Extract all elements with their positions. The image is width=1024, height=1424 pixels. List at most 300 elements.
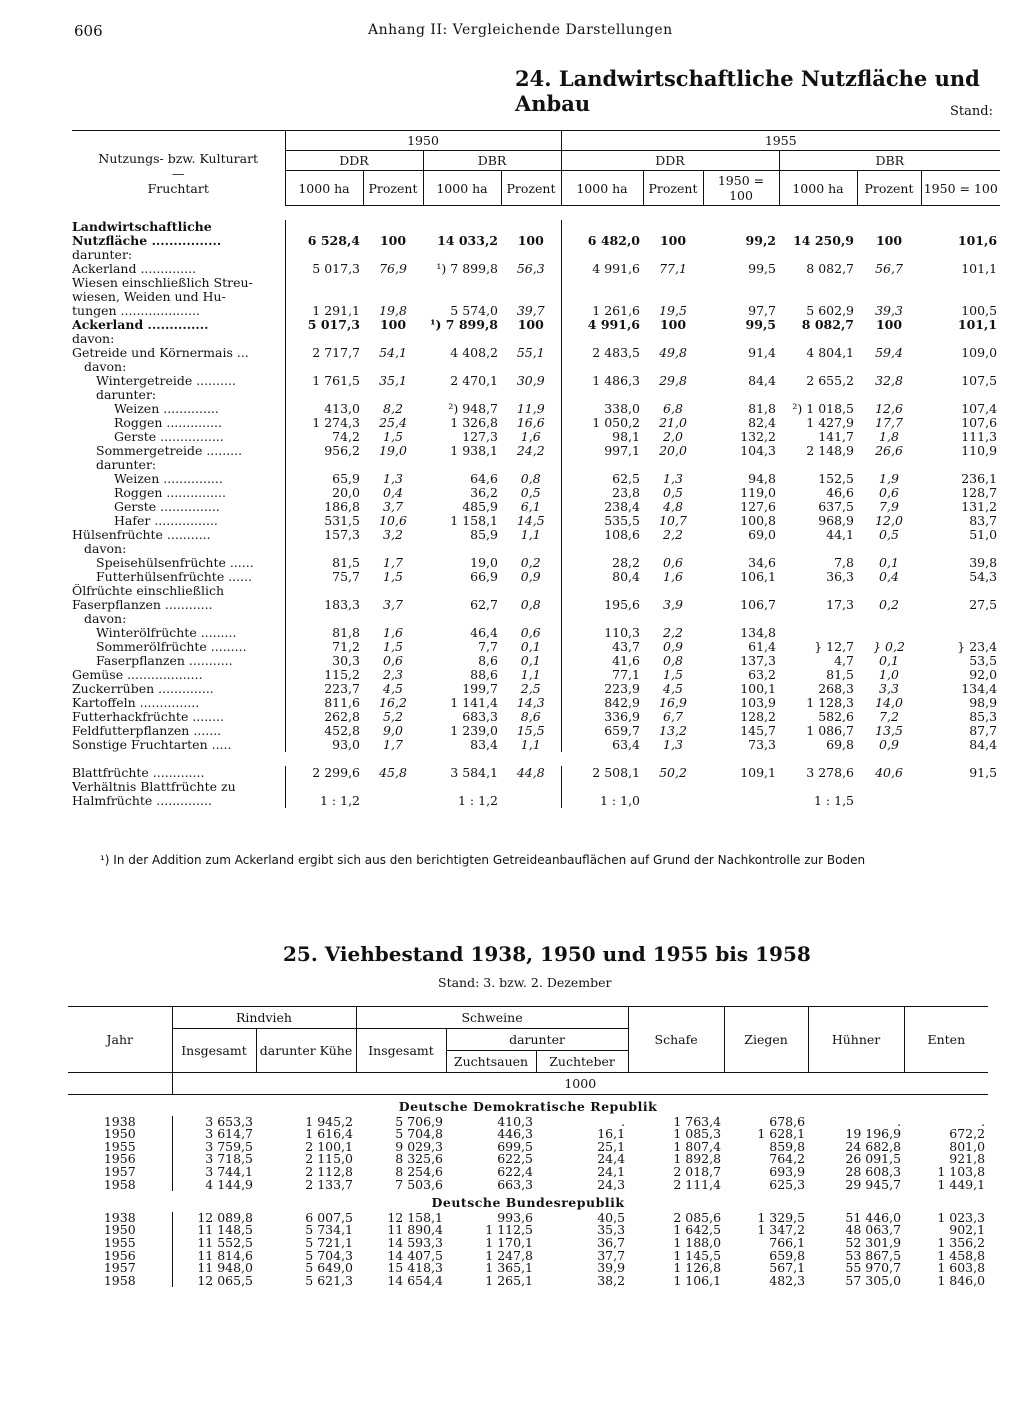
kuehe-header: darunter Kühe [256,1029,356,1073]
row-label: Blattfrüchte ............. [72,766,205,780]
table-cell: 100 [659,234,687,248]
table-cell [643,584,703,598]
table-cell: 100,1 [740,682,776,696]
table-cell: 1,6 [520,430,541,444]
year-cell: 1956 [103,1247,136,1263]
table-cell: 25,4 [379,416,407,430]
table-cell: 61,4 [748,640,776,654]
table-cell [363,458,423,472]
table-cell: 3,9 [663,598,683,612]
table-cell: 11 948,0 [172,1262,256,1275]
table-cell: 262,8 [285,710,363,724]
year-cell: 1958 [103,1272,136,1288]
table-row [72,416,1000,430]
table-cell: 1,6 [383,626,403,640]
table-cell: 0,2 [520,556,541,570]
row-label: Ölfrüchte einschließlich [72,584,225,598]
table-cell [703,584,779,598]
table-cell: 100 [875,234,903,248]
table-cell: 2 111,4 [673,1176,722,1192]
table-cell: 3 744,1 [172,1166,256,1179]
table-cell [921,626,1000,640]
table-cell: 8 254,6 [395,1163,444,1179]
table-cell: 6 528,4 [285,234,363,248]
table-cell: 100 [379,318,407,332]
table-cell: 2 655,2 [806,374,854,388]
table-cell: 1,9 [879,472,899,486]
year-cell: 1955 [103,1138,136,1154]
table-cell: 2 148,9 [806,444,854,458]
unit-pct: Prozent [501,171,561,206]
table-cell: 109,1 [740,766,776,780]
table-cell [779,248,857,262]
table-cell: 2,0 [663,430,683,444]
table-cell: 1 761,5 [285,374,363,388]
table-cell [423,584,501,598]
table-cell [285,276,363,290]
table-cell: 766,1 [769,1234,806,1250]
table-cell [561,332,643,346]
table-cell: 63,4 [561,738,643,752]
table-cell [921,290,1000,304]
huehner-header: Hühner [808,1007,904,1073]
table-cell: 137,3 [740,654,776,668]
table-cell: 84,4 [748,374,776,388]
table-cell: 3 584,1 [450,766,498,780]
table-cell: 7,8 [834,556,854,570]
table-cell: 531,5 [285,514,363,528]
table-cell: 3 718,5 [172,1153,256,1166]
schwein-insgesamt-header: Insgesamt [356,1029,446,1073]
table-cell: 98,1 [561,430,643,444]
zuchtsauen-header: Zuchtsauen [446,1051,536,1073]
table-cell: 683,3 [462,710,498,724]
table-cell: 24,1 [597,1163,626,1179]
table-cell: 1 628,1 [757,1126,806,1142]
table-cell: 1,5 [383,640,403,654]
table-cell: 93,0 [285,738,363,752]
table-cell: 183,3 [285,598,363,612]
table-cell: 452,8 [285,724,363,738]
table-cell: 77,1 [561,668,643,682]
table-cell: 15 418,3 [387,1260,444,1276]
table-cell: 1 449,1 [937,1176,986,1192]
table-row [72,444,1000,458]
table-cell: 1 170,1 [485,1234,534,1250]
table-cell: 582,6 [818,710,854,724]
table-cell [921,794,1000,808]
ziegen-header: Ziegen [724,1007,808,1073]
table-cell: 56,3 [516,262,545,276]
table-cell: 65,9 [285,472,363,486]
table-cell [921,360,1000,374]
table-cell: 19,8 [379,304,407,318]
table-cell: 8,6 [478,654,498,668]
table-cell: 1,5 [663,668,683,682]
table-cell: 20,0 [285,486,363,500]
table-cell: 672,2 [949,1126,986,1142]
table-cell [643,248,703,262]
table-cell [561,360,643,374]
table-cell [363,612,423,626]
table-cell [857,332,921,346]
table-cell: 44,8 [516,766,545,780]
table-cell: ¹) 7 899,8 [436,262,498,276]
table-cell: 54,1 [379,346,407,360]
year-cell: 1938 [103,1209,136,1225]
table-cell: 0,4 [383,486,403,500]
table-cell [857,220,921,234]
table-cell: 5 017,3 [285,318,363,332]
table-row [72,626,1000,640]
table-cell: 106,7 [740,598,776,612]
table-cell: 19,5 [659,304,687,318]
row-label: Feldfutterpflanzen ....... [72,724,222,738]
table-cell [921,780,1000,794]
table-cell [857,626,921,640]
table-cell: 35,3 [597,1222,626,1238]
table-cell: 1 892,8 [673,1151,722,1167]
table-cell: 0,8 [663,654,683,668]
table-cell [363,290,423,304]
table-cell [779,290,857,304]
table-cell: 62,5 [561,472,643,486]
table-cell [703,290,779,304]
table-cell: 622,5 [497,1151,534,1167]
row-label: Faserpflanzen ............ [72,598,213,612]
row-label: Futterhackfrüchte ........ [72,710,225,724]
table-cell: 73,3 [748,738,776,752]
table-row [72,640,1000,654]
table-cell: 85,3 [969,710,998,724]
table-cell: 3 278,6 [806,766,854,780]
table-cell: 11 890,4 [387,1222,444,1238]
row-label: Speisehülsenfrüchte ...... [96,556,254,570]
table-cell: 0,9 [879,738,899,752]
table-cell: 101,1 [961,262,998,276]
table-cell [501,220,561,234]
table-cell: 6,7 [663,710,683,724]
table-cell: 3,3 [879,682,899,696]
table-row [72,402,1000,416]
table-cell [561,458,643,472]
table-cell: 49,8 [659,346,687,360]
table-cell [921,388,1000,402]
table-cell [561,542,643,556]
table-cell: 36,3 [826,570,854,584]
table-cell: 69,8 [826,738,854,752]
table-cell: 0,6 [383,654,403,668]
table-cell: 223,9 [561,682,643,696]
table-cell: 2,3 [383,668,403,682]
schweine-header: Schweine [356,1007,628,1029]
table-cell: 26 091,5 [845,1151,902,1167]
table-cell: ²) 948,7 [448,402,498,416]
row-label: davon: [84,612,127,626]
table24-stand: Stand: [950,104,993,119]
row-label: Verhältnis Blattfrüchte zu [72,780,236,794]
table-cell [857,388,921,402]
row-label: Hülsenfrüchte ........... [72,528,211,542]
table-cell [423,248,501,262]
table-cell: 104,3 [740,444,776,458]
table-cell: 1 603,8 [937,1260,986,1276]
row-label: Roggen ............... [114,486,226,500]
table-cell: 2 133,7 [305,1176,354,1192]
rind-insgesamt-header: Insgesamt [172,1029,256,1073]
table-cell: 29 945,7 [845,1176,902,1192]
table-cell: 0,1 [520,640,541,654]
table-cell [363,388,423,402]
table25-title: 25. Viehbestand 1938, 1950 und 1955 bis 1958 [283,942,811,966]
year-cell: 1955 [103,1234,136,1250]
table-cell: 54,3 [969,570,998,584]
table-cell: 1,0 [879,668,899,682]
row-label: Sommergetreide ......... [96,444,243,458]
table-cell [703,780,779,794]
table-cell: 92,0 [969,668,998,682]
table-cell: 1 274,3 [285,416,363,430]
table-cell [285,542,363,556]
table-cell: 100 [517,234,544,248]
row-label: Ackerland .............. [72,318,209,332]
table-cell: ²) 1 018,5 [792,402,854,416]
row-label: Weizen .............. [114,402,219,416]
table-cell: 12,6 [875,402,903,416]
table-cell: 1 158,1 [450,514,498,528]
table-cell: 1 : 1,5 [814,794,854,808]
table-cell [857,276,921,290]
table-cell: 1 458,8 [937,1247,986,1263]
table-cell: 45,8 [379,766,407,780]
table-cell: ¹) 7 899,8 [430,318,498,332]
table-cell: 2 115,0 [305,1151,354,1167]
table-cell [423,612,501,626]
table-cell: 91,5 [969,766,998,780]
table-cell: 132,2 [740,430,776,444]
table-cell: 997,1 [561,444,643,458]
table-cell: 157,3 [285,528,363,542]
year-1950-header: 1950 [285,131,561,151]
table-cell: 14,0 [875,696,903,710]
table-cell [561,220,643,234]
table-cell: 17,7 [875,416,903,430]
table-cell: 1 807,4 [673,1138,722,1154]
table-row [68,1179,988,1192]
table-cell: 16,9 [659,696,687,710]
table-cell: 4 991,6 [561,318,643,332]
table-cell [501,794,561,808]
unit-pct: Prozent [643,171,703,206]
table-cell: 106,1 [740,570,776,584]
table-cell: 12 158,1 [387,1209,444,1225]
table-row [72,710,1000,724]
table-cell: 5 704,3 [305,1247,354,1263]
table-cell: 84,4 [969,738,998,752]
table-cell: 7,7 [478,640,498,654]
table-cell: 2,2 [663,528,683,542]
table-cell [921,276,1000,290]
table-cell [643,458,703,472]
table-cell [779,612,857,626]
table-cell [779,332,857,346]
table-cell [423,290,501,304]
table-cell: 5 602,9 [806,304,854,318]
table-cell [363,332,423,346]
table-cell [423,332,501,346]
table-row [72,724,1000,738]
table24-rowheader: Nutzungs- bzw. Kulturart — Fruchtart [72,131,285,206]
table-cell: 2 483,5 [561,346,643,360]
table-cell [857,780,921,794]
table-cell [423,276,501,290]
table-cell [703,388,779,402]
table-cell: 2 112,8 [305,1163,354,1179]
table-cell: 699,5 [497,1138,534,1154]
table-cell: 6 007,5 [305,1209,354,1225]
table25-body [68,1095,988,1288]
table-cell: 5 621,3 [305,1272,354,1288]
table-cell: 1 326,8 [450,416,498,430]
table-cell: 8 082,7 [806,262,854,276]
table-cell [857,290,921,304]
table-cell: 103,9 [740,696,776,710]
table-cell: 10,7 [659,514,687,528]
table-cell [285,248,363,262]
table-row [72,290,1000,304]
row-label: Getreide und Körnermais ... [72,346,249,360]
unit-header: 1000 [172,1073,988,1095]
table-cell: 108,6 [561,528,643,542]
row-label: Halmfrüchte .............. [72,794,212,808]
table-cell: 2 717,7 [285,346,363,360]
table-cell [643,612,703,626]
table-cell: 25,1 [597,1138,626,1154]
table-row [72,654,1000,668]
table-cell: 39,7 [516,304,545,318]
dbr-1955-header: DBR [779,151,1000,171]
table-row [72,780,1000,794]
table-cell: 1 365,1 [485,1260,534,1276]
table-cell [703,612,779,626]
table-cell: 12 065,5 [172,1275,256,1288]
table-cell: 2 085,6 [673,1209,722,1225]
table-cell: 46,6 [826,486,854,500]
table-cell [921,612,1000,626]
table-cell: 1,1 [520,738,541,752]
table-cell [501,276,561,290]
table-cell: 100 [875,318,903,332]
table-row [72,766,1000,780]
row-label: darunter: [96,388,157,402]
table-cell: 842,9 [561,696,643,710]
table-cell: 6,8 [663,402,683,416]
table-cell [703,360,779,374]
table-cell: 2 299,6 [285,766,363,780]
table-cell [561,290,643,304]
table24-body [72,206,1000,809]
row-label: Winterölfrüchte ......... [96,626,237,640]
table-cell [501,290,561,304]
table-cell [921,542,1000,556]
table-cell [857,612,921,626]
table-cell: 1,3 [663,738,683,752]
table-cell: 80,4 [561,570,643,584]
table-cell: 41,6 [561,654,643,668]
table-cell: 36,7 [597,1234,626,1250]
row-label: Faserpflanzen ........... [96,654,233,668]
table-cell: 968,9 [818,514,854,528]
table-cell: 128,2 [740,710,776,724]
table-cell: 4,7 [834,654,854,668]
table-cell [363,584,423,598]
table-cell: 63,2 [748,668,776,682]
table-cell [921,332,1000,346]
table-cell: 1,3 [663,472,683,486]
table-cell: 1 616,4 [305,1126,354,1142]
table-cell: 8,6 [520,710,541,724]
table-row [72,430,1000,444]
row-label: Sonstige Fruchtarten ..... [72,738,232,752]
year-cell: 1950 [103,1126,136,1142]
table-cell: 1 086,7 [806,724,854,738]
table-cell: 4 804,1 [806,346,854,360]
table-row [72,528,1000,542]
table-cell [285,290,363,304]
table-cell: 7,2 [879,710,899,724]
row-label: Landwirtschaftliche [72,220,212,234]
table-row [72,514,1000,528]
table-cell: 37,7 [597,1247,626,1263]
row-label: Gerste ............... [114,500,220,514]
table-row [72,346,1000,360]
table-cell: 110,3 [561,626,643,640]
table-cell: 3,2 [383,528,403,542]
table-row [72,472,1000,486]
table-cell: 199,7 [462,682,498,696]
row-label: davon: [84,360,127,374]
table-cell: 59,4 [875,346,903,360]
ddr-1950-header: DDR [285,151,423,171]
table-cell: 71,2 [285,640,363,654]
table-cell: 956,2 [285,444,363,458]
table-cell [779,276,857,290]
table-cell: 1 261,6 [561,304,643,318]
table-cell [921,220,1000,234]
table-cell: 223,7 [285,682,363,696]
table-cell: 11 552,5 [172,1237,256,1250]
table-cell [703,220,779,234]
table-cell: 28 608,3 [845,1163,902,1179]
table-cell [501,458,561,472]
table24-title: 24. Landwirtschaftliche Nutzfläche und Anbau [515,66,980,116]
table-cell: 111,3 [961,430,998,444]
table-row [72,500,1000,514]
table-cell: 100 [517,318,544,332]
table-cell: 24 682,8 [845,1138,902,1154]
table-cell: 3 614,7 [172,1128,256,1141]
table-cell [285,360,363,374]
table-cell: 637,5 [818,500,854,514]
table-cell: 1,6 [663,570,683,584]
row-label: Weizen ............... [114,472,223,486]
table-cell: 16,6 [516,416,545,430]
table-cell: 83,7 [969,514,998,528]
table-cell [501,584,561,598]
table-cell: 1 427,9 [806,416,854,430]
table-cell: 993,6 [497,1209,534,1225]
table-cell [285,780,363,794]
